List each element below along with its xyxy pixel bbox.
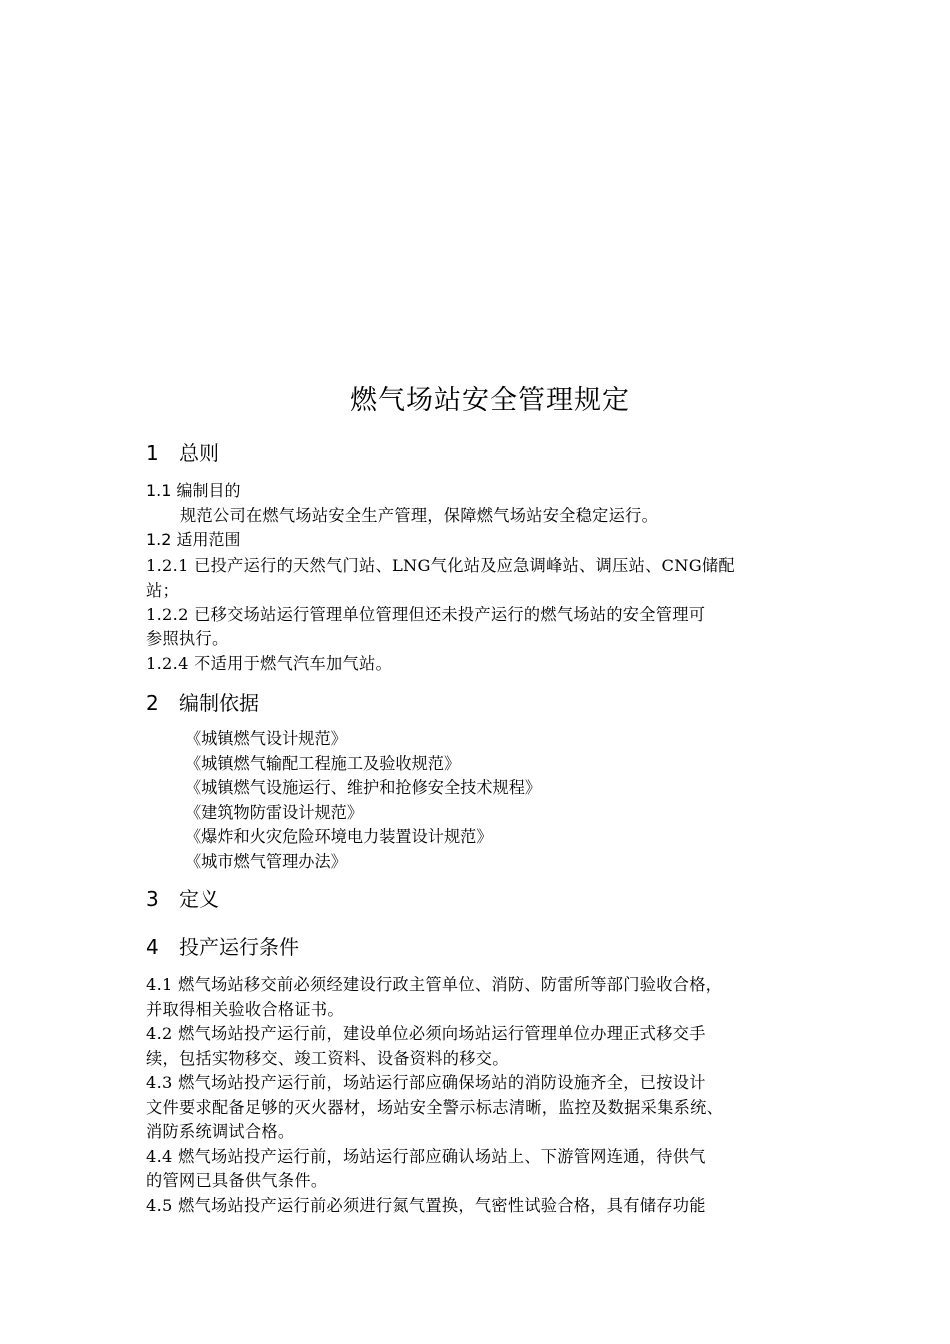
document-title: 燃气场站安全管理规定 [350, 385, 630, 416]
reference-item: 《爆炸和火灾危险环境电力装置设计规范》 [185, 827, 493, 846]
section-title: 总则 [179, 441, 219, 465]
paragraph-line: 1.2.1 已投产运行的天然气门站、LNG气化站及应急调峰站、调压站、CNG储配 [146, 556, 735, 575]
paragraph-line: 4.3 燃气场站投产运行前，场站运行部应确保场站的消防设施齐全，已按设计 [146, 1073, 706, 1092]
paragraph-line: 4.2 燃气场站投产运行前，建设单位必须向场站运行管理单位办理正式移交手 [146, 1024, 706, 1043]
paragraph-line: 文件要求配备足够的灭火器材，场站安全警示标志清晰，监控及数据采集系统、 [146, 1098, 724, 1117]
section-4-heading [146, 931, 299, 960]
paragraph-line: 消防系统调试合格。 [146, 1122, 295, 1141]
section-number: 2 [146, 691, 159, 715]
paragraph-line: 4.1 燃气场站移交前必须经建设行政主管单位、消防、防雷所等部门验收合格， [146, 975, 723, 994]
paragraph-line: 的管网已具备供气条件。 [146, 1171, 328, 1190]
section-number: 3 [146, 887, 159, 911]
reference-item: 《城镇燃气设计规范》 [185, 729, 347, 748]
section-title: 定义 [179, 887, 219, 911]
section-3-heading [146, 883, 219, 912]
paragraph-line: 4.5 燃气场站投产运行前必须进行氮气置换，气密性试验合格，具有储存功能 [146, 1196, 706, 1215]
paragraph: 规范公司在燃气场站安全生产管理，保障燃气场站安全稳定运行。 [180, 506, 659, 525]
paragraph-line: 参照执行。 [146, 629, 229, 648]
reference-item: 《建筑物防雷设计规范》 [185, 803, 364, 822]
section-1-heading [146, 437, 219, 466]
reference-item: 《城镇燃气设施运行、维护和抢修安全技术规程》 [185, 778, 542, 797]
subsection-1-2-heading: 1.2 适用范围 [146, 530, 241, 549]
paragraph-line: 并取得相关验收合格证书。 [146, 1000, 344, 1019]
paragraph-line: 4.4 燃气场站投产运行前，场站运行部应确认场站上、下游管网连通，待供气 [146, 1147, 706, 1166]
paragraph-line: 1.2.2 已移交场站运行管理单位管理但还未投产运行的燃气场站的安全管理可 [146, 605, 706, 624]
reference-item: 《城镇燃气输配工程施工及验收规范》 [185, 754, 461, 773]
section-title: 投产运行条件 [179, 935, 299, 959]
subsection-1-1-heading: 1.1 编制目的 [146, 481, 241, 500]
paragraph-line: 1.2.4 不适用于燃气汽车加气站。 [146, 654, 392, 673]
section-title: 编制依据 [179, 691, 259, 715]
reference-item: 《城市燃气管理办法》 [185, 852, 347, 871]
section-2-heading [146, 687, 259, 716]
paragraph-line: 续，包括实物移交、竣工资料、设备资料的移交。 [146, 1049, 509, 1068]
section-number: 4 [146, 935, 159, 959]
paragraph-line: 站； [146, 581, 179, 600]
section-number: 1 [146, 441, 159, 465]
